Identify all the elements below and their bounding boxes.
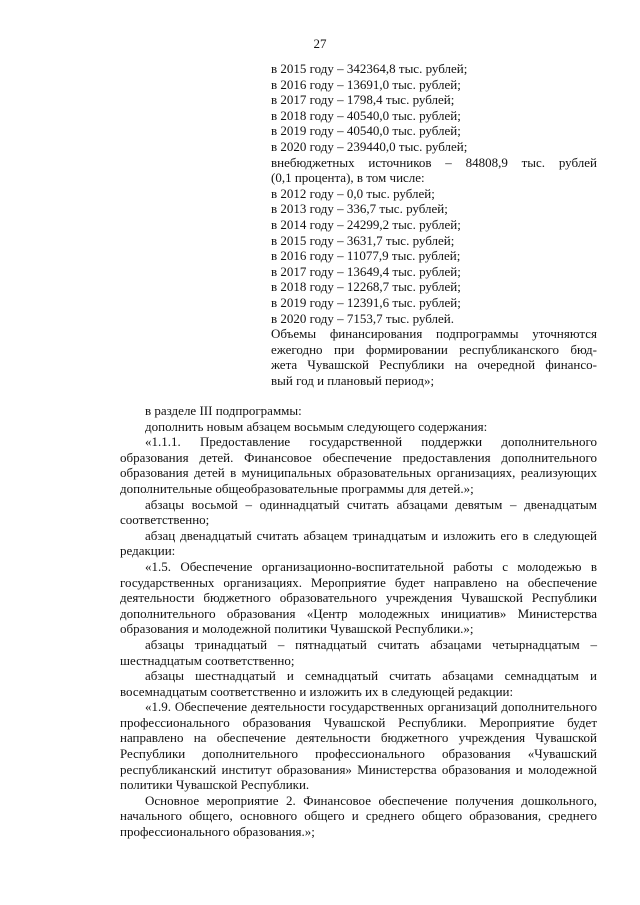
paragraph: абзацы шестнадцатый и семнадцатый считать абзацами семнадцатым и восемнадцатым соответственно и изложить их в следующей редакции:	[120, 668, 597, 699]
extrabudget-tail: (0,1 процента), в том числе:	[271, 170, 425, 186]
extrabudget-line: в 2019 году – 12391,6 тыс. рублей;	[271, 294, 461, 310]
extrabudget-line: в 2020 году – 7153,7 тыс. рублей.	[271, 310, 454, 326]
paragraph: Основное мероприятие 2. Финансовое обеспечение получения дошкольного, начального общего, основного общего и среднего общего образования, среднего профессионального образования.»;	[120, 792, 597, 840]
body-text	[120, 403, 597, 840]
volumes-note-line: Объемы финансирования подпрограммы уточняются	[271, 326, 597, 342]
volumes-note-line: ежегодно при формировании республиканского бюд-	[271, 341, 597, 357]
paragraph: «1.5. Обеспечение организационно-воспитательной работы с молодежью в государственных организациях. Мероприятие будет направлено на обеспечение деятельности бюджетного образовательного учреждения Чувашской Республики дополнительного образования «Центр молодежных инициатив» Министерства образования и молодежной политики Чувашской Республики.»;	[120, 558, 597, 637]
extrabudget-line: в 2018 году – 12268,7 тыс. рублей;	[271, 279, 461, 295]
paragraph: абзацы тринадцатый – пятнадцатый считать абзацами четырнадцатым – шестнадцатым соответственно;	[120, 636, 597, 668]
paragraph: дополнить новым абзацем восьмым следующего содержания:	[145, 418, 488, 434]
finance-line: в 2016 году – 13691,0 тыс. рублей;	[271, 76, 461, 92]
extrabudget-intro: внебюджетных источников – 84808,9 тыс. рублей	[271, 154, 597, 170]
page-number: 27	[313, 36, 327, 51]
extrabudget-line: в 2017 году – 13649,4 тыс. рублей;	[271, 263, 461, 279]
extrabudget-line: в 2016 году – 11077,9 тыс. рублей;	[271, 248, 461, 264]
paragraph: «1.9. Обеспечение деятельности государственных организаций дополнительного профессионального образования Чувашской Республики. Мероприятие будет направлено на обеспечение деятельности бюджетного учреждения Чувашской Республики дополнительного профессионального образования «Чувашский республиканский институт образования» Министерства образования и молодежной политики Чувашской Республики.	[120, 699, 597, 793]
finance-line: в 2015 году – 342364,8 тыс. рублей;	[271, 61, 468, 76]
financing-column	[271, 61, 597, 388]
paragraph: абзац двенадцатый считать абзацем тринадцатым и изложить его в следующей редакции:	[120, 527, 597, 559]
paragraph: в разделе III подпрограммы:	[145, 403, 302, 418]
extrabudget-line: в 2014 году – 24299,2 тыс. рублей;	[271, 216, 461, 232]
paragraph: абзацы восьмой – одиннадцатый считать абзацами девятым – двенадцатым соответственно;	[120, 496, 597, 528]
finance-line: в 2018 году – 40540,0 тыс. рублей;	[271, 107, 461, 123]
volumes-note-line: вый год и плановый период»;	[271, 372, 435, 388]
finance-line: в 2019 году – 40540,0 тыс. рублей;	[271, 123, 461, 139]
extrabudget-line: в 2013 году – 336,7 тыс. рублей;	[271, 201, 448, 217]
extrabudget-line: в 2012 году – 0,0 тыс. рублей;	[271, 185, 435, 201]
finance-line: в 2020 году – 239440,0 тыс. рублей;	[271, 138, 468, 154]
paragraph: «1.1.1. Предоставление государственной поддержки дополнительного образования детей. Финансовое обеспечение предоставления дополнительного образования детей в муниципальных образовательных организациях, реализующих дополнительные общеобразовательные программы для детей.»;	[120, 434, 597, 496]
finance-line: в 2017 году – 1798,4 тыс. рублей;	[271, 92, 455, 108]
volumes-note-line: жета Чувашской Республики на очередной финансо-	[271, 357, 597, 373]
extrabudget-line: в 2015 году – 3631,7 тыс. рублей;	[271, 232, 455, 248]
